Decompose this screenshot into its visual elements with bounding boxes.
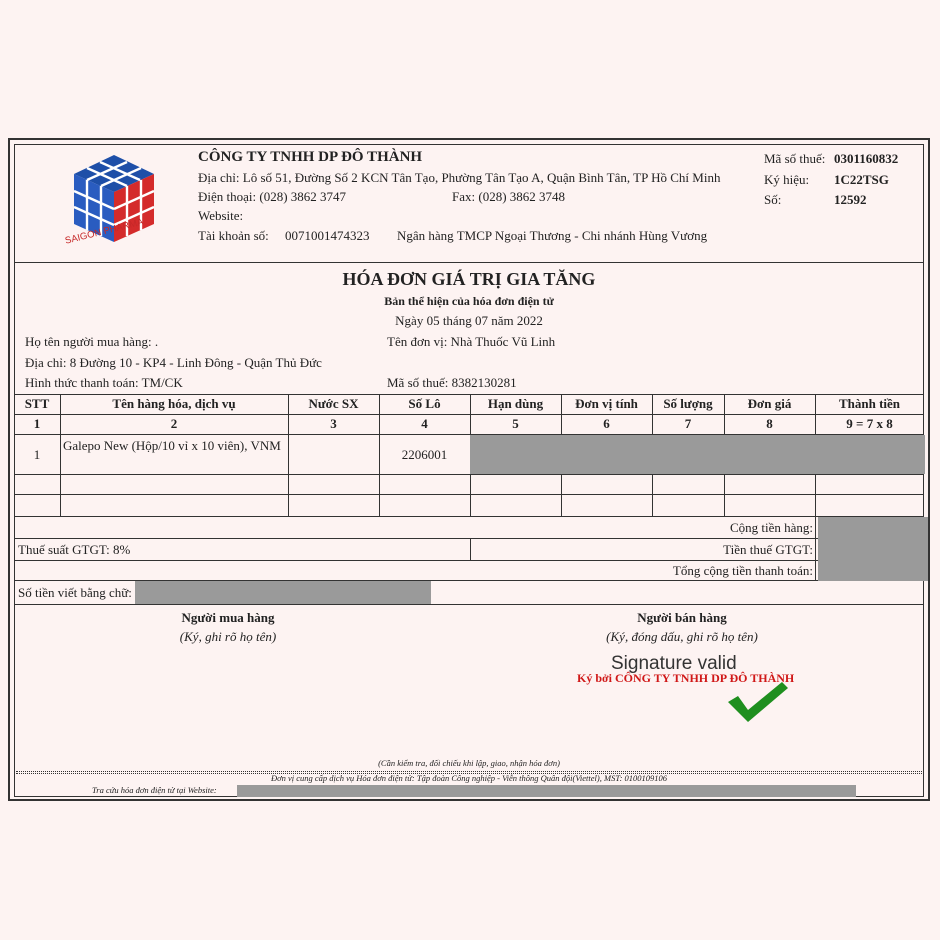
- totals-divider: [470, 538, 471, 560]
- company-phone: Điện thoại: (028) 3862 3747: [198, 189, 347, 204]
- vat-rate: Thuế suất GTGT: 8%: [18, 542, 131, 557]
- col-number: 2: [170, 416, 178, 431]
- signed-by-text: Ký bởi CÔNG TY TNHH DP ĐÔ THÀNH: [577, 671, 795, 685]
- buyer-address: Địa chỉ: 8 Đường 10 - KP4 - Linh Đông - Quận Thủ Đức: [25, 355, 322, 370]
- col-header-unit: Đơn vị tính: [575, 396, 638, 411]
- invoice-date: Ngày 05 tháng 07 năm 2022: [395, 313, 543, 328]
- symbol-label: Ký hiệu:: [764, 172, 810, 187]
- footer-lookup-label: Tra cứu hóa đơn điện tử tại Website:: [92, 785, 217, 795]
- seller-signature-note: (Ký, đóng dấu, ghi rõ họ tên): [606, 629, 758, 644]
- buyer-signature-note: (Ký, ghi rõ họ tên): [179, 629, 277, 644]
- col-header-quantity: Số lượng: [663, 396, 713, 411]
- invoice-symbol: 1C22TSG: [834, 172, 889, 187]
- company-address: Địa chỉ: Lô số 51, Đường Số 2 KCN Tân Tạo, Phường Tân Tạo A, Quận Bình Tân, TP Hồ Chí Minh: [198, 170, 721, 185]
- totals-divider: [815, 516, 816, 580]
- col-number: 4: [421, 416, 428, 431]
- invoice-title: HÓA ĐƠN GIÁ TRỊ GIA TĂNG: [342, 269, 596, 289]
- col-header-country: Nước SX: [308, 396, 359, 411]
- item-name: Galepo New (Hộp/10 vỉ x 10 viên), VNM: [63, 438, 281, 453]
- buyer-tax-code: Mã số thuế: 8382130281: [387, 375, 517, 390]
- header-divider: [14, 262, 924, 263]
- company-name: CÔNG TY TNHH DP ĐÔ THÀNH: [198, 149, 423, 165]
- logo-text: SAIGON PHARMA: [64, 216, 145, 247]
- item-lot: 2206001: [401, 447, 448, 462]
- col-number: 1: [33, 416, 41, 431]
- totals-divider: [14, 538, 924, 539]
- totals-divider: [14, 560, 924, 561]
- col-header-lot: Số Lô: [408, 396, 441, 411]
- col-number: 5: [512, 416, 519, 431]
- footer-provider: Đơn vị cung cấp dịch vụ Hóa đơn điện tử: Tập đoàn Công nghiệp - Viễn thông Quân đội(Viettel), MST: 0100109106: [270, 773, 668, 783]
- buyer-name: Họ tên người mua hàng: .: [25, 334, 159, 349]
- col-number: 7: [684, 416, 692, 431]
- amount-in-words-label: Số tiền viết bằng chữ:: [18, 585, 132, 600]
- seller-tax-code: 0301160832: [834, 151, 899, 166]
- subtotal-label: Cộng tiền hàng:: [729, 520, 813, 535]
- col-number: 8: [766, 416, 773, 431]
- item-stt: 1: [33, 447, 41, 462]
- number-label: Số:: [764, 192, 782, 207]
- buyer-signature-title: Người mua hàng: [181, 610, 275, 625]
- seller-tax-label: Mã số thuế:: [764, 151, 826, 166]
- account-number: 0071001474323: [285, 228, 370, 243]
- col-number: 9 = 7 x 8: [846, 416, 893, 431]
- redacted-amount-in-words: [135, 581, 431, 604]
- payment-method: Hình thức thanh toán: TM/CK: [25, 375, 183, 390]
- bank-name: Ngân hàng TMCP Ngoại Thương - Chi nhánh Hùng Vương: [397, 228, 708, 243]
- col-header-price: Đơn giá: [747, 396, 792, 411]
- col-number: 6: [603, 416, 610, 431]
- invoice-number: 12592: [834, 192, 867, 207]
- company-website-label: Website:: [198, 208, 244, 223]
- account-label: Tài khoản số:: [198, 228, 269, 243]
- seller-signature-title: Người bán hàng: [637, 610, 727, 625]
- redacted-item-values: [470, 435, 925, 474]
- company-fax: Fax: (028) 3862 3748: [452, 189, 566, 204]
- col-header-name: Tên hàng hóa, dịch vụ: [112, 396, 236, 411]
- vat-amount-label: Tiền thuế GTGT:: [723, 542, 813, 557]
- footer-check-note: (Cần kiểm tra, đối chiếu khi lập, giao, nhận hóa đơn): [378, 758, 560, 768]
- checkmark-icon: [726, 680, 790, 729]
- invoice-subtitle: Bản thể hiện của hóa đơn điện tử: [384, 294, 554, 308]
- buyer-unit: Tên đơn vị: Nhà Thuốc Vũ Linh: [387, 334, 556, 349]
- totals-divider: [14, 604, 924, 605]
- col-header-amount: Thành tiền: [838, 396, 901, 411]
- signature-valid-text: Signature valid: [611, 653, 737, 674]
- footer-dotted-line: [16, 771, 922, 772]
- col-header-expiry: Hạn dùng: [487, 396, 544, 411]
- col-number: 3: [330, 416, 337, 431]
- col-header-stt: STT: [24, 396, 50, 411]
- redacted-totals: [818, 517, 928, 581]
- redacted-lookup-url: [237, 785, 856, 797]
- grand-total-label: Tổng cộng tiền thanh toán:: [672, 563, 813, 578]
